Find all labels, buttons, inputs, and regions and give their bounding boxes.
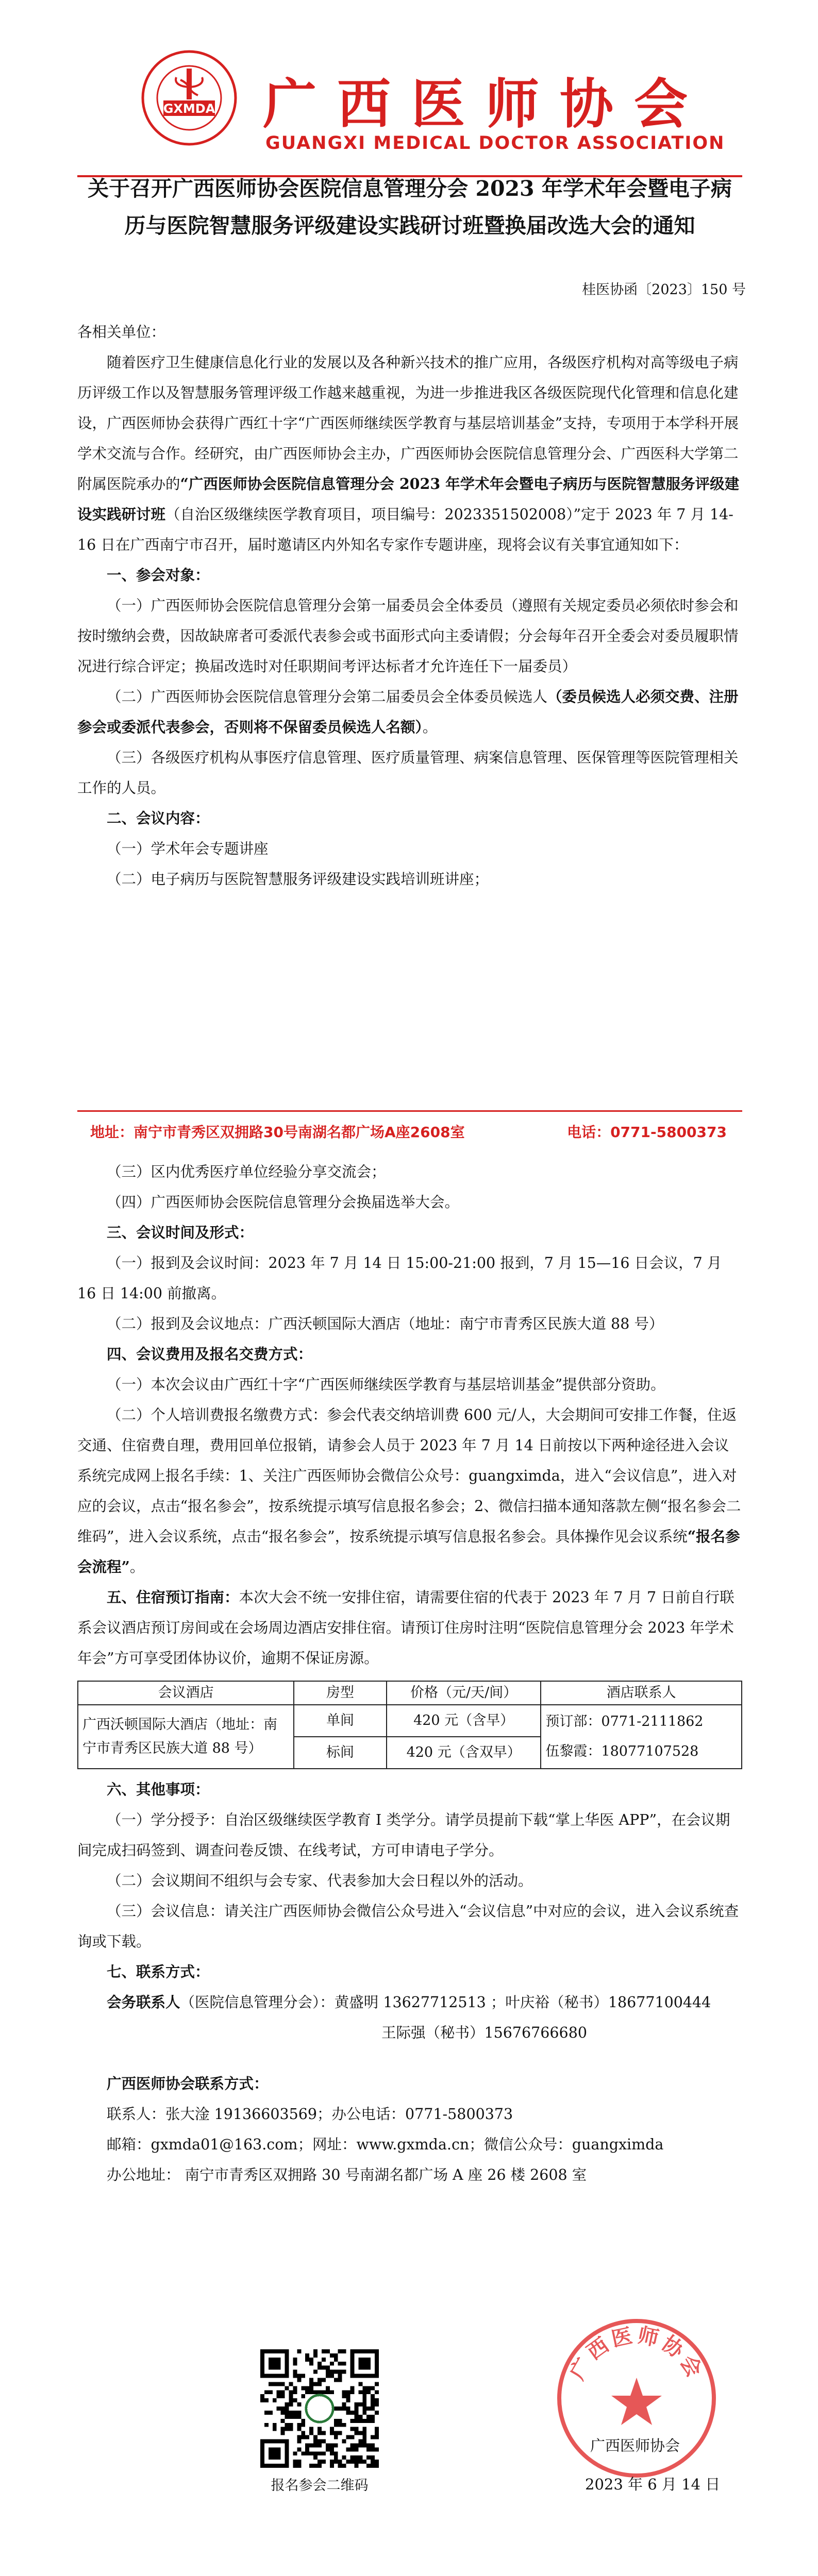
seal-ring-text: 广西医师协会 <box>565 2323 708 2384</box>
intro-bold: “广西医师协会医院信息管理分会 2023 年学术年会暨电子病历与医院智慧服务评级建设实践研讨班 <box>77 475 740 523</box>
svg-text:广西医师协会 <box>565 2323 708 2384</box>
s1-item2-text: （二）广西医师协会医院信息管理分会第二届委员会全体委员候选人 <box>107 688 548 705</box>
table-row <box>78 1705 742 1737</box>
section-5-text: 本次大会不统一安排住宿，请需要住宿的代表于 2023 年 7 月 7 日前自行联系会议酒店预订房间或在会场周边酒店安排住宿。请预订住房时注明“医院信息管理分会 2023 年学术年会”方可享受团体协议价，逾期不保证房源。 <box>77 1589 734 1667</box>
section-1-item-1: （一）广西医师协会医院信息管理分会第一届委员会全体委员（遵照有关规定委员必须依时参会和按时缴纳会费，因故缺席者可委派代表参会或书面形式向主委请假；分会每年召开全委会对委员履职情况进行综合评定；换届改选时对任职期间考评达标者才允许连任下一届委员） <box>77 597 739 675</box>
association-contact-heading: 广西医师协会联系方式： <box>107 2075 269 2092</box>
section-4-item-2 <box>77 1400 742 1582</box>
section-7-contact <box>77 1987 742 2018</box>
table-header-row <box>78 1681 742 1705</box>
section-2-heading: 二、会议内容： <box>107 809 210 827</box>
notice-title <box>62 170 758 244</box>
table-header-cell: 会议酒店 <box>78 1681 294 1705</box>
intro-text-1: 随着医疗卫生健康信息化行业的发展以及各种新兴技术的推广应用，各级医疗机构对高等级电子病历评级工作以及智慧服务管理评级工作越来越重视，为进一步推进我区各级医院现代化管理和信息化建设，广西医师协会获得广西红十字“广西医师继续医学教育与基层培训基金”支持，专项用于本学科开展学术交流与合作。经研究，由广西医师协会主办，广西医师协会医院信息管理分会、广西医科大学第二附属医院承办的 <box>77 354 739 493</box>
association-address: 办公地址： 南宁市青秀区双拥路 30 号南湖名都广场 A 座 26 楼 2608 室 <box>107 2166 587 2183</box>
section-3-item-1: （一）报到及会议时间：2023 年 7 月 14 日 15:00-21:00 报到，7 月 15—16 日会议，7 月 16 日 14:00 前撤离。 <box>77 1255 722 1302</box>
s1-item2-bold: （委员候选人必须交费、注册参会或委派代表参会，否则将不保留委员候选人名额） <box>77 688 739 736</box>
table-header-cell: 价格（元/天/间） <box>387 1681 541 1705</box>
section-1-item-3: （三）各级医疗机构从事医疗信息管理、医疗质量管理、病案信息管理、医保管理等医院管理相关工作的人员。 <box>77 749 739 796</box>
section-2-item-4: （四）广西医师协会医院信息管理分会换届选举大会。 <box>107 1194 460 1211</box>
hotel-name-cell: 广西沃顿国际大酒店（地址：南宁市青秀区民族大道 88 号） <box>78 1705 294 1769</box>
footer-address: 地址：南宁市青秀区双拥路30号南湖名都广场A座2608室 <box>90 1124 465 1141</box>
intro-text-2: （自治区级继续医学教育项目，项目编号：2023351502008）”定于 2023 年 7 月 14-16 日在广西南宁市召开，届时邀请区内外知名专家作专题讲座，现将会议有关事宜通知如下： <box>77 506 733 553</box>
section-1-heading: 一、参会对象： <box>107 566 210 584</box>
page-footer-address-bar <box>77 1110 742 1148</box>
qr-caption: 报名参会二维码 <box>271 2478 369 2494</box>
section-2-item-2: （二）电子病历与医院智慧服务评级建设实践培训班讲座； <box>107 871 489 888</box>
s1-item2-end: 。 <box>422 719 438 736</box>
section-1-item-2 <box>77 682 742 742</box>
section-7-contact-2: 王际强（秘书）15676766680 <box>381 2024 587 2041</box>
table-header-cell: 房型 <box>294 1681 387 1705</box>
room-type-cell: 标间 <box>294 1737 387 1769</box>
document-number: 桂医协函〔2023〕150 号 <box>582 282 746 298</box>
salutation: 各相关单位： <box>77 324 166 341</box>
signature-org: 广西医师协会 <box>590 2437 680 2454</box>
section-2-item-3: （三）区内优秀医疗单位经验分享交流会； <box>107 1163 386 1180</box>
org-name-cn: 广西医师协会 <box>263 72 709 135</box>
table-header-cell: 酒店联系人 <box>541 1681 742 1705</box>
section-5-heading: 五、住宿预订指南： <box>107 1588 239 1606</box>
section-6-item-1: （一）学分授予：自治区级继续医学教育 I 类学分。请学员提前下载“掌上华医 APP”，在会议期间完成扫码签到、调查问卷反馈、在线考试，方可申请电子学分。 <box>77 1811 730 1859</box>
price-cell: 420 元（含早） <box>387 1705 541 1737</box>
signature-date: 2023 年 6 月 14 日 <box>585 2476 721 2493</box>
title-line-1: 关于召开广西医师协会医院信息管理分会 2023 年学术年会暨电子病 <box>88 176 732 201</box>
s4-item2-end: 。 <box>129 1558 145 1575</box>
section-4-item-1: （一）本次会议由广西红十字“广西医师继续医学教育与基层培训基金”提供部分资助。 <box>107 1376 665 1393</box>
org-name-en: GUANGXI MEDICAL DOCTOR ASSOCIATION <box>265 133 725 154</box>
hotel-contact-cell <box>541 1705 742 1769</box>
notice-body-part-1 <box>77 317 742 894</box>
hotel-contact-1: 预订部：0771-2111862 <box>545 1714 704 1730</box>
section-6-item-2: （二）会议期间不组织与会专家、代表参加大会日程以外的活动。 <box>107 1872 533 1889</box>
intro-paragraph <box>77 347 742 560</box>
section-4-heading: 四、会议费用及报名交费方式： <box>107 1345 313 1363</box>
association-email-web: 邮箱：gxmda01@163.com；网址：www.gxmda.cn；微信公众号：guangximda <box>107 2136 664 2153</box>
hotel-contact-2: 伍黎霞：18077107528 <box>545 1743 699 1759</box>
room-type-cell: 单间 <box>294 1705 387 1737</box>
section-3-heading: 三、会议时间及形式： <box>107 1224 254 1241</box>
association-seal-icon <box>552 2313 722 2483</box>
association-logo-icon <box>140 49 238 147</box>
logo-abbr: GXMDA <box>163 101 215 116</box>
notice-body-part-2 <box>77 1157 742 2190</box>
section-7-heading: 七、联系方式： <box>107 1963 210 1980</box>
section-6-item-3: （三）会议信息：请关注广西医师协会微信公众号进入“会议信息”中对应的会议，进入会议系统查询或下载。 <box>77 1903 739 1950</box>
price-cell: 420 元（含双早） <box>387 1737 541 1769</box>
registration-qr-code[interactable] <box>260 2349 379 2468</box>
hotel-table <box>77 1681 742 1769</box>
section-6-heading: 六、其他事项： <box>107 1781 210 1798</box>
footer-phone: 电话：0771-5800373 <box>567 1124 727 1141</box>
section-2-item-1: （一）学术年会专题讲座 <box>107 840 269 857</box>
contact-label: 会务联系人 <box>107 1993 180 2011</box>
s4-item2-bold: “报名参会流程” <box>77 1528 740 1575</box>
section-5 <box>77 1582 742 1673</box>
section-3-item-2: （二）报到及会议地点：广西沃顿国际大酒店（地址：南宁市青秀区民族大道 88 号） <box>107 1315 664 1332</box>
letterhead <box>0 21 818 175</box>
title-line-2: 历与医院智慧服务评级建设实践研讨班暨换届改选大会的通知 <box>124 213 695 238</box>
s4-item2-text: （二）个人培训费报名缴费方式：参会代表交纳培训费 600 元/人，大会期间可安排工作餐，住返交通、住宿费自理，费用回单位报销，请参会人员于 2023 年 7 月 14 日前按以下两种途径进入会议系统完成网上报名手续：1、关注广西医师协会微信公众号：guangximda，进入“会议信息”，进入对应的会议，点击“报名参会”，按系统提示填写信息报名参会；2、微信扫描本通知落款左侧“报名参会二维码”，进入会议系统，点击“报名参会”，按系统提示填写信息报名参会。具体操作见会议系统 <box>77 1406 741 1545</box>
association-contact-person: 联系人：张大淦 19136603569；办公电话：0771-5800373 <box>107 2106 513 2123</box>
contact-line-1: （医院信息管理分会）：黄盛明 13627712513 ；叶庆裕（秘书）18677100444 <box>180 1994 711 2011</box>
